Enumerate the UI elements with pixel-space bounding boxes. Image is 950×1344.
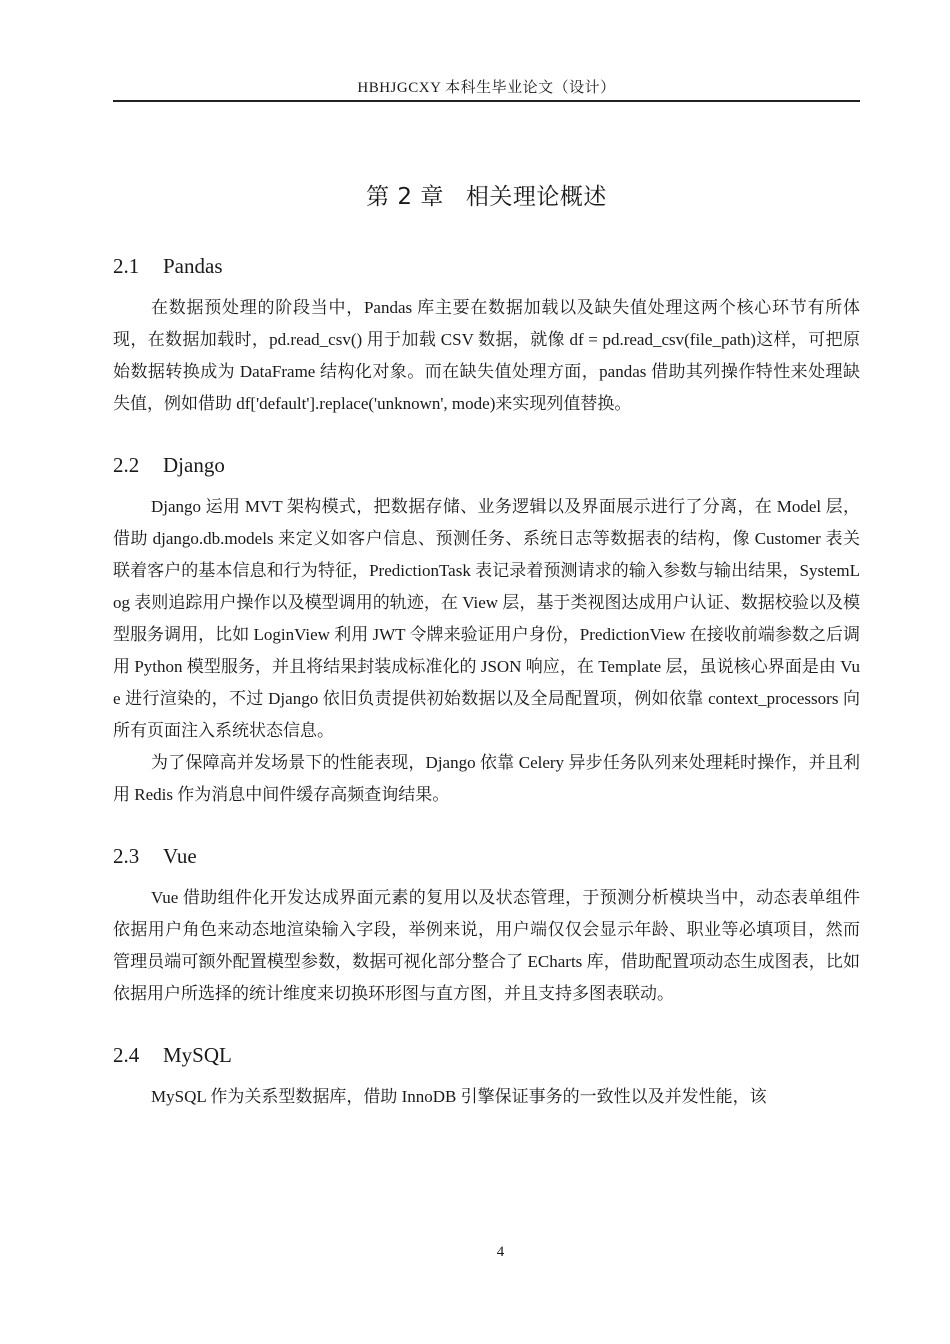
- section-heading: [113, 451, 860, 479]
- paragraph: MySQL 作为关系型数据库，借助 InnoDB 引擎保证事务的一致性以及并发性能，该: [151, 1087, 767, 1106]
- section-title: Django: [163, 453, 225, 477]
- section-vue: [113, 842, 860, 1010]
- section-number: 2.2: [113, 453, 140, 477]
- section-django: [113, 451, 860, 811]
- paragraph: 在数据预处理的阶段当中，Pandas 库主要在数据加载以及缺失值处理这两个核心环节有所体现，在数据加载时，pd.read_csv() 用于加载 CSV 数据，就像 df = pd.read_csv(file_path)这样，可把原始数据转换成为 DataFrame 结构化对象。而在缺失值处理方面，pandas 借助其列操作特性来处理缺失值，例如借助 df['default'].replace('unknown', mode)来实现列值替换。: [113, 298, 860, 413]
- paragraph: Vue 借助组件化开发达成界面元素的复用以及状态管理，于预测分析模块当中，动态表单组件依据用户角色来动态地渲染输入字段，举例来说，用户端仅仅会显示年龄、职业等必填项目，然而管理员端可额外配置模型参数，数据可视化部分整合了 ECharts 库，借助配置项动态生成图表，比如依据用户所选择的统计维度来切换环形图与直方图，并且支持多图表联动。: [113, 888, 860, 1003]
- chapter-name: 相关理论概述: [465, 184, 607, 210]
- section-title: MySQL: [163, 1043, 232, 1067]
- chapter-title: [113, 178, 860, 211]
- chapter-number: 第 2 章: [366, 184, 444, 210]
- section-title: Pandas: [163, 254, 223, 278]
- section-heading: [113, 1041, 860, 1069]
- section-title: Vue: [163, 844, 197, 868]
- running-header: HBHJGCXY 本科生毕业论文（设计）: [357, 80, 616, 96]
- section-heading: [113, 252, 860, 280]
- section-mysql: [113, 1041, 860, 1113]
- paragraph: Django 运用 MVT 架构模式，把数据存储、业务逻辑以及界面展示进行了分离，在 Model 层，借助 django.db.models 来定义如客户信息、预测任务、系统日志等数据表的结构，像 Customer 表关联着客户的基本信息和行为特征，PredictionTask 表记录着预测请求的输入参数与输出结果，SystemLog 表则追踪用户操作以及模型调用的轨迹，在 View 层，基于类视图达成用户认证、数据校验以及模型服务调用，比如 LoginView 利用 JWT 令牌来验证用户身份，PredictionView 在接收前端参数之后调用 Python 模型服务，并且将结果封装成标准化的 JSON 响应，在 Template 层，虽说核心界面是由 Vue 进行渲染的，不过 Django 依旧负责提供初始数据以及全局配置项，例如依靠 context_processors 向所有页面注入系统状态信息。: [113, 497, 860, 740]
- section-heading: [113, 842, 860, 870]
- section-number: 2.4: [113, 1043, 140, 1067]
- chapter-body: [113, 252, 860, 1113]
- section-number: 2.1: [113, 254, 140, 278]
- section-pandas: [113, 252, 860, 420]
- section-number: 2.3: [113, 844, 140, 868]
- paragraph: 为了保障高并发场景下的性能表现，Django 依靠 Celery 异步任务队列来处理耗时操作，并且利用 Redis 作为消息中间件缓存高频查询结果。: [113, 753, 860, 804]
- header-rule: [113, 100, 860, 102]
- page-number: 4: [496, 1244, 505, 1260]
